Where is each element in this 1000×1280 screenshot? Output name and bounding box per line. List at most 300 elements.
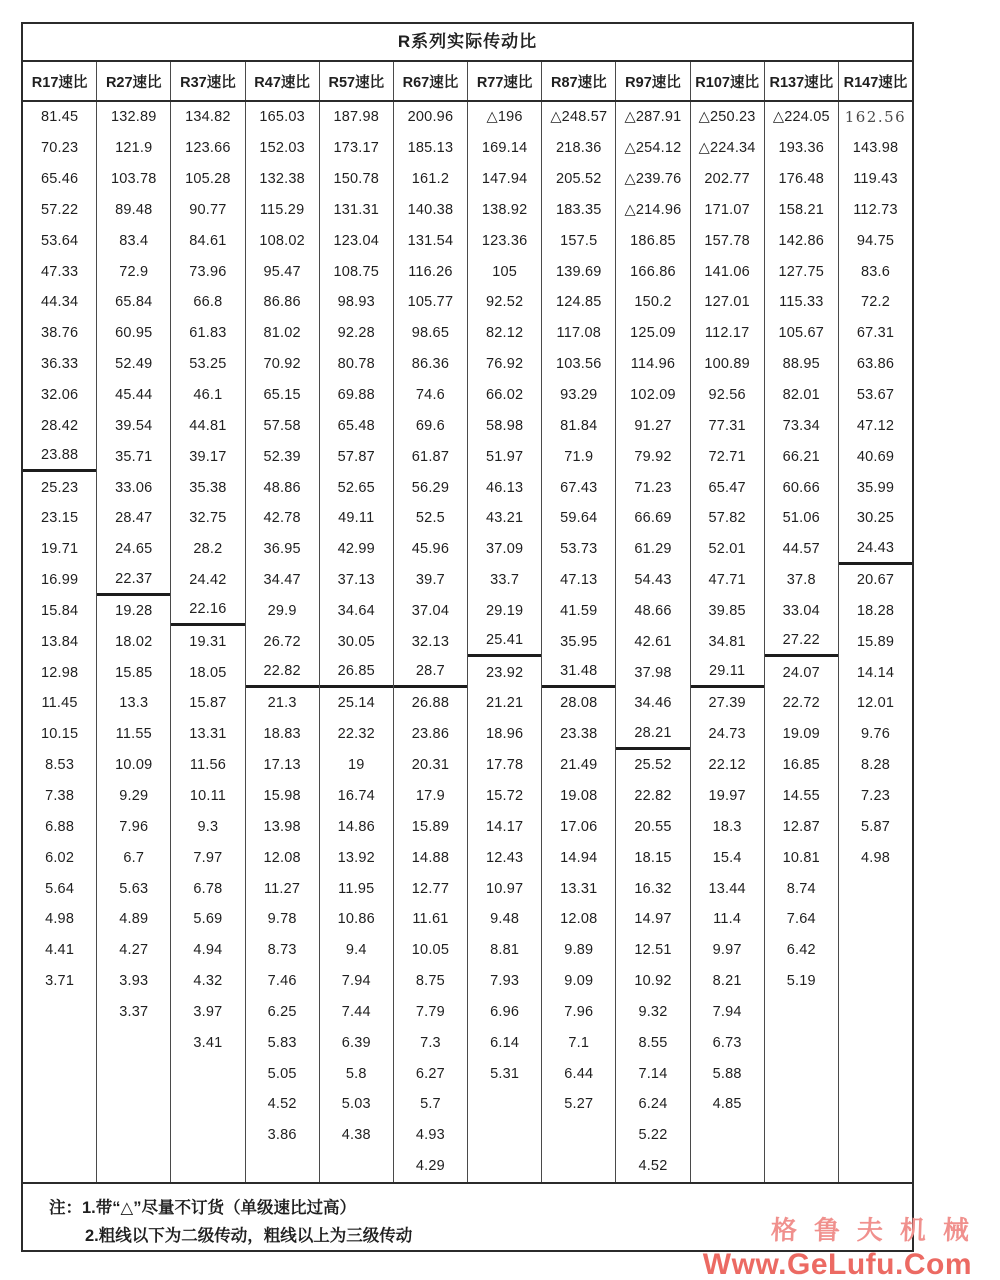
ratio-cell: 6.27 — [415, 1065, 445, 1082]
ratio-cell: 112.17 — [704, 325, 750, 342]
ratio-cell: 29.11 — [691, 657, 764, 688]
ratio-cell: 185.13 — [407, 140, 454, 157]
ratio-cell: 7.14 — [638, 1065, 668, 1082]
ratio-cell: 5.31 — [490, 1065, 520, 1082]
ratio-cell: 6.02 — [45, 849, 75, 866]
ratio-cell: 22.16 — [171, 596, 244, 627]
ratio-cell: 193.36 — [778, 140, 825, 157]
ratio-cell: 58.98 — [485, 417, 524, 434]
ratio-cell: 37.09 — [485, 541, 524, 558]
ratio-cell: 11.27 — [263, 880, 301, 897]
ratio-cell: 88.95 — [782, 356, 820, 373]
ratio-cell: 12.51 — [634, 942, 672, 959]
ratio-cell: 171.07 — [704, 201, 750, 218]
ratio-cell: 124.85 — [556, 294, 602, 311]
ratio-cell: 52.65 — [337, 479, 375, 496]
ratio-cell: 25.41 — [468, 626, 541, 657]
ratio-grid — [23, 102, 912, 1182]
ratio-cell: 6.96 — [490, 1003, 520, 1020]
ratio-cell: 57.22 — [40, 201, 79, 218]
ratio-cell: 3.97 — [193, 1003, 223, 1020]
ratio-cell: 29.9 — [267, 602, 297, 619]
ratio-cell: 47.33 — [40, 263, 79, 280]
ratio-cell: 12.77 — [411, 880, 450, 897]
ratio-cell: 12.08 — [263, 849, 301, 866]
ratio-table — [21, 22, 914, 1252]
ratio-column — [393, 102, 467, 1182]
ratio-cell: 19.97 — [708, 787, 746, 804]
ratio-cell: 3.86 — [267, 1127, 297, 1144]
ratio-cell: 3.37 — [119, 1003, 149, 1020]
ratio-cell: 56.29 — [411, 479, 450, 496]
header-row — [23, 62, 912, 102]
ratio-cell: 15.87 — [189, 695, 227, 712]
ratio-cell: 45.96 — [411, 541, 450, 558]
ratio-cell: 141.06 — [704, 263, 750, 280]
column-header: R57速比 — [319, 62, 393, 100]
ratio-cell: 6.44 — [564, 1065, 594, 1082]
ratio-cell: 10.97 — [485, 880, 524, 897]
ratio-cell: 59.64 — [560, 510, 598, 527]
ratio-cell: 61.29 — [634, 541, 672, 558]
ratio-cell: 18.96 — [485, 726, 524, 743]
ratio-cell: 18.28 — [856, 602, 895, 619]
ratio-cell: 138.92 — [481, 201, 528, 218]
ratio-cell: 20.55 — [634, 818, 672, 835]
ratio-cell: 116.26 — [408, 263, 453, 280]
ratio-cell: 47.71 — [708, 572, 746, 589]
ratio-cell: 48.66 — [634, 602, 672, 619]
ratio-cell: 158.21 — [778, 201, 825, 218]
ratio-cell: 28.7 — [394, 657, 467, 688]
ratio-cell: 7.3 — [420, 1034, 441, 1051]
ratio-cell: 115.33 — [779, 294, 824, 311]
ratio-cell: 34.64 — [337, 602, 375, 619]
ratio-cell: 34.81 — [708, 633, 746, 650]
ratio-cell: 21.21 — [485, 695, 524, 712]
ratio-cell: 52.49 — [115, 356, 153, 373]
ratio-cell: 11.4 — [713, 911, 742, 928]
ratio-cell: 22.12 — [708, 757, 746, 774]
ratio-cell: 127.75 — [778, 263, 825, 280]
ratio-cell: 18.05 — [189, 664, 227, 681]
column-header: R87速比 — [541, 62, 615, 100]
ratio-cell: 108.02 — [259, 232, 305, 249]
ratio-cell: 4.52 — [267, 1096, 297, 1113]
ratio-cell: 157.5 — [560, 232, 598, 249]
ratio-cell: 7.96 — [564, 1003, 594, 1020]
ratio-cell: 5.88 — [712, 1065, 742, 1082]
ratio-cell: 65.47 — [708, 479, 746, 496]
ratio-cell: 18.83 — [263, 726, 301, 743]
ratio-cell: 66.21 — [782, 448, 820, 465]
ratio-column — [245, 102, 319, 1182]
ratio-cell: 24.42 — [189, 572, 227, 589]
ratio-cell: 92.56 — [708, 387, 746, 404]
ratio-cell: 14.97 — [634, 911, 672, 928]
ratio-cell: 12.08 — [560, 911, 598, 928]
ratio-cell: 53.73 — [560, 541, 598, 558]
ratio-cell: 162.56 — [844, 108, 907, 127]
ratio-cell: 127.01 — [704, 294, 750, 311]
ratio-cell: 27.39 — [708, 695, 746, 712]
ratio-cell: 92.28 — [337, 325, 375, 342]
ratio-cell: 89.48 — [115, 201, 153, 218]
ratio-cell: 39.7 — [415, 572, 445, 589]
ratio-cell: 44.57 — [782, 541, 820, 558]
ratio-cell: 24.43 — [839, 534, 912, 565]
ratio-cell: 47.12 — [856, 417, 895, 434]
ratio-column — [764, 102, 838, 1182]
ratio-cell: 36.95 — [263, 541, 301, 558]
ratio-cell: 53.67 — [856, 387, 895, 404]
ratio-cell: 81.84 — [560, 417, 598, 434]
ratio-cell: 115.29 — [259, 201, 305, 218]
ratio-cell: 105.28 — [185, 171, 231, 188]
ratio-cell: 5.19 — [786, 973, 816, 990]
ratio-cell: 17.06 — [560, 818, 598, 835]
ratio-cell: 123.66 — [185, 140, 231, 157]
ratio-cell: 65.15 — [263, 387, 301, 404]
ratio-cell: 18.02 — [115, 633, 153, 650]
ratio-cell: 161.2 — [411, 171, 450, 188]
ratio-cell: 53.64 — [40, 232, 79, 249]
ratio-cell: 14.55 — [782, 787, 820, 804]
ratio-cell: 86.86 — [263, 294, 301, 311]
ratio-cell: 218.36 — [556, 140, 602, 157]
ratio-cell: 9.89 — [564, 942, 594, 959]
note-1-text: 1.带“△”尽量不订货（单级速比过高） — [82, 1199, 356, 1217]
ratio-cell: 70.23 — [40, 140, 79, 157]
ratio-cell: 29.19 — [485, 602, 524, 619]
ratio-cell: 33.06 — [115, 479, 153, 496]
ratio-cell: 22.37 — [97, 565, 170, 596]
ratio-cell: 8.53 — [45, 757, 75, 774]
ratio-cell: 44.34 — [40, 294, 79, 311]
ratio-cell: 7.94 — [712, 1003, 742, 1020]
ratio-cell: 60.66 — [782, 479, 820, 496]
ratio-cell: 4.94 — [193, 942, 223, 959]
ratio-cell: 13.31 — [189, 726, 227, 743]
ratio-cell: 61.83 — [189, 325, 227, 342]
ratio-cell: 3.93 — [119, 973, 149, 990]
ratio-cell: 37.8 — [786, 572, 816, 589]
ratio-cell: 37.98 — [634, 664, 672, 681]
ratio-cell: 60.95 — [115, 325, 153, 342]
ratio-cell: 52.39 — [263, 448, 301, 465]
ratio-cell: 83.4 — [119, 232, 149, 249]
ratio-cell: 81.02 — [263, 325, 301, 342]
ratio-cell: 11.45 — [41, 695, 78, 712]
ratio-cell: 18.3 — [712, 818, 742, 835]
ratio-cell: 5.8 — [345, 1065, 367, 1082]
ratio-cell: 183.35 — [556, 201, 602, 218]
ratio-cell: 152.03 — [259, 140, 305, 157]
ratio-cell: 36.33 — [40, 356, 79, 373]
ratio-cell: 42.99 — [337, 541, 375, 558]
ratio-cell: 39.85 — [708, 602, 746, 619]
ratio-cell: 54.43 — [634, 572, 672, 589]
ratio-cell: 4.32 — [193, 973, 223, 990]
ratio-cell: 16.99 — [40, 572, 79, 589]
ratio-cell: 166.86 — [630, 263, 676, 280]
ratio-cell: 90.77 — [189, 201, 227, 218]
ratio-cell: 4.52 — [638, 1158, 668, 1175]
ratio-column — [615, 102, 689, 1182]
ratio-cell: 169.14 — [481, 140, 528, 157]
ratio-cell: 6.78 — [193, 880, 223, 897]
ratio-cell: 13.44 — [708, 880, 746, 897]
ratio-cell: 9.32 — [638, 1003, 668, 1020]
ratio-cell: 25.23 — [40, 479, 79, 496]
ratio-cell: 91.27 — [634, 417, 672, 434]
ratio-cell: 9.48 — [490, 911, 520, 928]
ratio-cell: 6.39 — [341, 1034, 371, 1051]
ratio-cell: 7.96 — [119, 818, 149, 835]
ratio-cell: 10.81 — [782, 849, 820, 866]
ratio-cell: 6.42 — [786, 942, 816, 959]
ratio-cell: 14.86 — [337, 818, 375, 835]
ratio-cell: 98.93 — [337, 294, 375, 311]
ratio-cell: 147.94 — [481, 171, 528, 188]
ratio-cell: 28.08 — [560, 695, 598, 712]
column-header: R67速比 — [393, 62, 467, 100]
ratio-cell: 26.72 — [263, 633, 301, 650]
ratio-cell: 102.09 — [630, 387, 676, 404]
ratio-cell: 10.92 — [634, 973, 672, 990]
ratio-cell: 11.55 — [115, 726, 152, 743]
ratio-cell: 23.38 — [560, 726, 598, 743]
ratio-cell: 15.89 — [411, 818, 450, 835]
ratio-column — [541, 102, 615, 1182]
ratio-cell: 4.93 — [415, 1127, 445, 1144]
ratio-cell: 165.03 — [259, 109, 305, 126]
ratio-cell: 5.64 — [45, 880, 75, 897]
ratio-cell: 13.92 — [337, 849, 375, 866]
ratio-cell: 80.78 — [337, 356, 375, 373]
ratio-cell: 24.65 — [115, 541, 153, 558]
ratio-cell: 63.86 — [856, 356, 895, 373]
ratio-cell: △248.57 — [550, 109, 608, 126]
ratio-cell: 10.86 — [337, 911, 375, 928]
ratio-cell: 67.43 — [560, 479, 598, 496]
ratio-cell: 6.73 — [712, 1034, 742, 1051]
ratio-cell: 173.17 — [333, 140, 380, 157]
ratio-cell: 31.48 — [542, 657, 615, 688]
ratio-cell: 71.9 — [564, 448, 594, 465]
ratio-cell: 4.85 — [712, 1096, 742, 1113]
column-header: R137速比 — [764, 62, 838, 100]
ratio-cell: 30.25 — [856, 510, 895, 527]
ratio-cell: 5.22 — [638, 1127, 668, 1144]
ratio-cell: 5.87 — [860, 818, 890, 835]
ratio-cell: 65.84 — [115, 294, 153, 311]
ratio-cell: △224.05 — [772, 109, 830, 126]
ratio-cell: 131.54 — [407, 232, 454, 249]
ratio-cell: 13.31 — [560, 880, 598, 897]
ratio-cell: 105 — [492, 263, 518, 280]
ratio-cell: 26.85 — [320, 657, 393, 688]
ratio-cell: 84.61 — [189, 232, 227, 249]
ratio-cell: 82.01 — [782, 387, 820, 404]
ratio-cell: 19.28 — [115, 602, 153, 619]
ratio-cell: 10.15 — [40, 726, 79, 743]
ratio-cell: 27.22 — [765, 626, 838, 657]
ratio-cell: 33.04 — [782, 602, 820, 619]
ratio-cell: 37.04 — [411, 602, 450, 619]
ratio-cell: 14.94 — [560, 849, 598, 866]
ratio-cell: 15.4 — [712, 849, 742, 866]
ratio-cell: 7.64 — [786, 911, 816, 928]
ratio-cell: 66.69 — [634, 510, 672, 527]
ratio-cell: 114.96 — [630, 356, 676, 373]
ratio-cell: 72.2 — [860, 294, 890, 311]
ratio-cell: 4.27 — [119, 942, 149, 959]
notes — [23, 1182, 912, 1250]
ratio-cell: 187.98 — [333, 109, 380, 126]
ratio-cell: 7.93 — [490, 973, 520, 990]
ratio-cell: 46.1 — [193, 387, 223, 404]
ratio-cell: 37.13 — [337, 572, 375, 589]
ratio-cell: 49.11 — [338, 510, 375, 527]
ratio-cell: △224.34 — [698, 140, 756, 157]
ratio-cell: 69.88 — [337, 387, 375, 404]
ratio-cell: 134.82 — [185, 109, 231, 126]
ratio-cell: 5.03 — [341, 1096, 371, 1113]
ratio-cell: 26.88 — [411, 695, 450, 712]
ratio-cell: 98.65 — [411, 325, 450, 342]
ratio-cell: 100.89 — [704, 356, 750, 373]
ratio-cell: 42.61 — [634, 633, 672, 650]
ratio-cell: 4.41 — [45, 942, 75, 959]
ratio-cell: 92.52 — [485, 294, 524, 311]
ratio-cell: 16.32 — [634, 880, 672, 897]
note-prefix: 注： — [49, 1199, 82, 1217]
ratio-cell: 15.72 — [485, 787, 524, 804]
ratio-cell: 28.47 — [115, 510, 153, 527]
ratio-cell: 35.99 — [856, 479, 895, 496]
ratio-cell: 76.92 — [485, 356, 524, 373]
ratio-cell: 95.47 — [263, 263, 301, 280]
ratio-cell: △250.23 — [698, 109, 756, 126]
ratio-cell: 15.89 — [856, 633, 895, 650]
ratio-cell: 61.87 — [411, 448, 450, 465]
ratio-cell: 9.3 — [197, 818, 219, 835]
ratio-cell: 7.97 — [193, 849, 223, 866]
ratio-cell: 139.69 — [556, 263, 602, 280]
ratio-cell: 17.13 — [263, 757, 301, 774]
ratio-cell: 15.98 — [263, 787, 301, 804]
table-title: R系列实际传动比 — [23, 24, 912, 62]
ratio-cell: 5.69 — [193, 911, 223, 928]
ratio-cell: 39.54 — [115, 417, 153, 434]
ratio-cell: 82.12 — [485, 325, 524, 342]
ratio-cell: 43.21 — [485, 510, 524, 527]
ratio-cell: 51.97 — [485, 448, 524, 465]
ratio-cell: 40.69 — [856, 448, 895, 465]
column-header: R27速比 — [96, 62, 170, 100]
ratio-cell: 94.75 — [856, 232, 895, 249]
ratio-cell: 38.76 — [40, 325, 79, 342]
ratio-cell: 176.48 — [778, 171, 825, 188]
ratio-cell: 9.97 — [712, 942, 742, 959]
ratio-cell: 86.36 — [411, 356, 450, 373]
note-line-1 — [49, 1194, 912, 1222]
ratio-cell: 57.82 — [708, 510, 746, 527]
column-header: R17速比 — [31, 74, 88, 91]
ratio-column — [838, 102, 912, 1182]
ratio-cell: 6.25 — [267, 1003, 297, 1020]
column-header: R97速比 — [615, 62, 689, 100]
ratio-cell: 20.67 — [856, 572, 895, 589]
ratio-cell: 19.31 — [189, 633, 227, 650]
ratio-cell: 74.6 — [415, 387, 445, 404]
ratio-cell: 6.14 — [490, 1034, 520, 1051]
ratio-cell: 7.79 — [415, 1003, 445, 1020]
ratio-cell: 186.85 — [630, 232, 676, 249]
ratio-cell: 19.09 — [782, 726, 820, 743]
ratio-cell: 14.88 — [411, 849, 450, 866]
ratio-cell: 45.44 — [115, 387, 153, 404]
ratio-cell: 142.86 — [778, 232, 825, 249]
ratio-cell: 103.56 — [556, 356, 602, 373]
ratio-cell: 8.75 — [415, 973, 445, 990]
ratio-cell: 7.1 — [568, 1034, 590, 1051]
column-header: R147速比 — [838, 62, 912, 100]
ratio-column — [467, 102, 541, 1182]
ratio-cell: 66.8 — [193, 294, 223, 311]
ratio-cell: 77.31 — [708, 417, 746, 434]
ratio-cell: 19.71 — [40, 541, 79, 558]
ratio-cell: 10.11 — [189, 787, 227, 804]
ratio-cell: 11.61 — [412, 911, 449, 928]
ratio-cell: 8.21 — [712, 973, 742, 990]
ratio-cell: 9.78 — [267, 911, 297, 928]
ratio-cell: 8.28 — [860, 757, 890, 774]
ratio-cell: 73.34 — [782, 417, 820, 434]
ratio-column — [319, 102, 393, 1182]
ratio-cell: △239.76 — [624, 171, 682, 188]
ratio-cell: 6.24 — [638, 1096, 668, 1113]
ratio-cell: 83.6 — [860, 263, 890, 280]
ratio-cell: 33.7 — [490, 572, 520, 589]
ratio-cell: 46.13 — [485, 479, 524, 496]
ratio-cell: 150.2 — [634, 294, 672, 311]
ratio-cell: 117.08 — [556, 325, 602, 342]
ratio-cell: 4.89 — [119, 911, 149, 928]
ratio-cell: 8.74 — [786, 880, 816, 897]
ratio-cell: 4.29 — [415, 1158, 445, 1175]
ratio-cell: 67.31 — [856, 325, 895, 342]
ratio-cell: 8.73 — [267, 942, 297, 959]
ratio-cell: 123.04 — [333, 232, 380, 249]
ratio-cell: 51.06 — [782, 510, 820, 527]
ratio-cell: 103.78 — [110, 171, 157, 188]
ratio-cell: 157.78 — [704, 232, 750, 249]
ratio-cell: 20.31 — [411, 757, 450, 774]
ratio-cell: 19 — [348, 757, 365, 774]
ratio-cell: 7.38 — [45, 787, 75, 804]
ratio-cell: 44.81 — [189, 417, 227, 434]
ratio-cell: △287.91 — [624, 109, 682, 126]
ratio-cell: 53.25 — [189, 356, 227, 373]
ratio-cell: 7.23 — [860, 787, 890, 804]
ratio-cell: 12.43 — [485, 849, 524, 866]
ratio-cell: 13.98 — [263, 818, 301, 835]
ratio-cell: 28.2 — [193, 541, 223, 558]
ratio-cell: 23.88 — [23, 441, 96, 472]
ratio-cell: 4.98 — [860, 849, 890, 866]
